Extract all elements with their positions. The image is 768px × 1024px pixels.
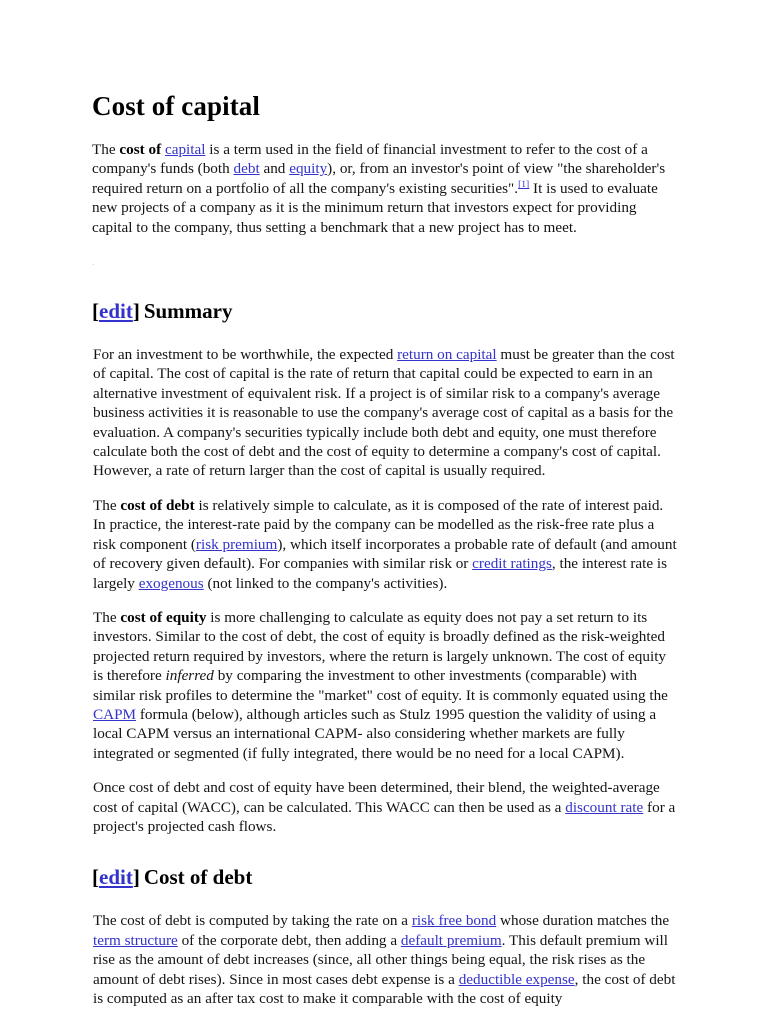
link-default-premium[interactable]: default premium <box>400 931 502 949</box>
intro-bold-cost-of: cost of <box>119 141 162 158</box>
link-equity[interactable]: equity <box>289 160 328 178</box>
edit-link-cost-of-debt[interactable]: edit <box>99 865 133 890</box>
intro-paragraph <box>92 140 677 237</box>
bracket-open-cost-of-debt: [ <box>92 865 99 890</box>
link-term-structure[interactable]: term structure <box>93 931 178 949</box>
intro-text-f: It is used to evaluate new projects of a company as it is the minimum return that investors expect for providing capital to the company, thus setting a benchmark that a new project has to meet. <box>92 179 658 236</box>
summary-paragraph-4 <box>93 778 677 836</box>
cost-of-debt-paragraph-1 <box>93 911 677 1008</box>
summary-p4-text-a: Once cost of debt and cost of equity have been determined, their blend, the weighted-average cost of capital (WACC), can be calculated. This WACC can then be used as a <box>93 779 660 816</box>
link-debt[interactable]: debt <box>233 160 260 178</box>
summary-p2-text-d: , the interest rate is largely <box>93 555 668 592</box>
section-title-cost-of-debt: Cost of debt <box>143 865 253 890</box>
section-title-summary: Summary <box>143 299 233 324</box>
summary-p3-text-a: The <box>93 608 121 626</box>
edit-link-summary[interactable]: edit <box>99 299 133 324</box>
intro-text-d: and <box>259 160 290 178</box>
spacer-summary-heading <box>92 324 677 345</box>
intro-text-a: The <box>92 141 120 158</box>
summary-p2-text-a: The <box>93 496 121 514</box>
section-heading-cost-of-debt <box>92 865 677 890</box>
summary-p3-text-c: by comparing the investment to other investments (comparable) with similar risk profiles to determine the "market" cost of equity. It is commonly equated using the <box>93 667 668 704</box>
reference-marker-1[interactable] <box>518 179 529 190</box>
link-discount-rate[interactable]: discount rate <box>565 798 644 816</box>
cod-p1-text-c: of the corporate debt, then adding a <box>177 931 401 949</box>
link-deductible-expense[interactable]: deductible expense <box>458 970 575 988</box>
cod-p1-text-e: , the cost of debt is computed as an after tax cost to make it comparable with the cost of equity <box>93 970 676 1007</box>
summary-p4-text-b: for a project's projected cash flows. <box>93 798 676 835</box>
bracket-close-summary: ] <box>132 299 140 324</box>
link-exogenous[interactable]: exogenous <box>138 574 204 592</box>
spacer-before-cost-of-debt <box>92 836 677 865</box>
link-risk-premium[interactable]: risk premium <box>195 535 278 553</box>
summary-p1-text-b: must be greater than the cost of capital. The cost of capital is the rate of return that capital could be expected to earn in an alternative investment of equivalent risk. If a project is of similar risk to a company's average business activities it is reasonable to use the company's average cost of capital as a basis for the evaluation. A company's securities typically include both debt and equity, one must therefore calculate both the cost of debt and the cost of equity to determine a company's cost of capital. However, a rate of return larger than the cost of capital is usually required. <box>93 346 675 480</box>
section-heading-summary <box>92 299 677 324</box>
italic-inferred: inferred <box>165 667 214 685</box>
section-body-cost-of-debt <box>92 911 677 1008</box>
intro-text-c: is a term used in the field of financial investment to refer to the cost of a company's funds (both <box>92 141 648 178</box>
bracket-open-summary: [ <box>92 299 99 324</box>
reference-link-1[interactable]: [1] <box>518 178 530 190</box>
summary-p2-text-c: ), which itself incorporates a probable rate of default (and amount of recovery given default). For companies with similar risk or <box>93 535 677 573</box>
bracket-close-cost-of-debt: ] <box>132 865 140 890</box>
summary-paragraph-2 <box>93 496 677 593</box>
link-risk-free-bond[interactable]: risk free bond <box>411 912 497 930</box>
link-credit-ratings[interactable]: credit ratings <box>472 555 552 573</box>
summary-p1-text-a: For an investment to be worthwhile, the expected <box>93 346 398 364</box>
link-capm[interactable]: CAPM <box>93 705 137 723</box>
section-body-summary <box>92 345 677 836</box>
summary-paragraph-1 <box>93 345 677 481</box>
bold-cost-of-debt: cost of debt <box>120 496 195 514</box>
summary-paragraph-3 <box>93 608 677 763</box>
summary-p3-text-d: formula (below), although articles such as Stulz 1995 question the validity of using a local CAPM versus an international CAPM- also considering whether markets are fully integrated or segmented (if fully integrated, there would be no need for a local CAPM). <box>93 705 657 762</box>
summary-p2-text-e: (not linked to the company's activities). <box>203 574 448 592</box>
cod-p1-text-a: The cost of debt is computed by taking the rate on a <box>93 912 412 930</box>
cod-p1-text-b: whose duration matches the <box>496 912 670 930</box>
link-return-on-capital[interactable]: return on capital <box>397 346 497 364</box>
spacer-cost-of-debt-heading <box>92 890 677 911</box>
stray-artifact-mark: . <box>92 256 95 268</box>
summary-p2-text-b: is relatively simple to calculate, as it is composed of the rate of interest paid. In practice, the interest-rate paid by the company can be modelled as the risk-free rate plus a risk component ( <box>93 496 664 553</box>
cod-p1-text-d: . This default premium will rise as the amount of debt increases (since, all other things being equal, the risk rises as the amount of debt rises). Since in most cases debt expense is a <box>93 931 668 988</box>
document-content <box>92 140 677 1008</box>
bold-cost-of-equity: cost of equity <box>120 608 207 626</box>
spacer-after-intro <box>92 237 677 299</box>
link-capital[interactable]: capital <box>164 141 206 158</box>
page-title: Cost of capital <box>92 91 260 121</box>
intro-text-e: ), or, from an investor's point of view "the shareholder's required return on a portfolio of all the company's existing securities". <box>92 160 666 197</box>
summary-p3-text-b: is more challenging to calculate as equity does not pay a set return to its investors. Similar to the cost of debt, the cost of equity is broadly defined as the risk-weighted projected return required by investors, where the return is largely unknown. The cost of equity is therefore <box>93 608 667 685</box>
